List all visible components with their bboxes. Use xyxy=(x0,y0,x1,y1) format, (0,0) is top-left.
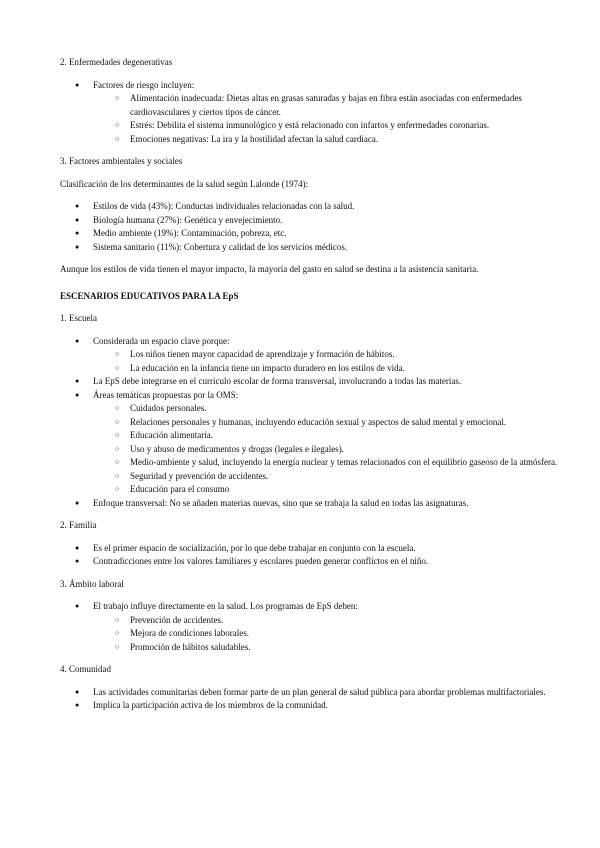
sub-list-item: ○ La educación en la infancia tiene un impacto duradero en los estilos de vida. xyxy=(60,362,560,376)
sub-list-item: ○ Cuidados personales. xyxy=(60,402,560,416)
list-item: ● Estilos de vida (43%): Conductas individuales relacionadas con la salud. xyxy=(60,200,560,214)
list-item: ● La EpS debe integrarse en el currículo escolar de forma transversal, involucrando a todas las materias. xyxy=(60,375,560,389)
sub-list-item: ○ Estrés: Debilita el sistema inmunológico y está relacionado con infartos y enfermedades coronarias. xyxy=(60,119,560,133)
heading-enfermedades-degenerativas: 2. Enfermedades degenerativas xyxy=(60,57,173,67)
sub-list-item: ○ Prevención de accidentes. xyxy=(60,614,560,628)
list-item: ● Sistema sanitario (11%): Cobertura y calidad de los servicios médicos. xyxy=(60,241,560,255)
sub-list-item: ○ Los niños tienen mayor capacidad de aprendizaje y formación de hábitos. xyxy=(60,348,560,362)
paragraph-note: Aunque los estilos de vida tienen el mayor impacto, la mayoría del gasto en salud se destina a la asistencia sanitaria. xyxy=(60,264,479,274)
sub-list-item: ○ Emociones negativas: La ira y la hostilidad afectan la salud cardiaca. xyxy=(60,133,560,147)
list-item: ● Áreas temáticas propuestas por la OMS: xyxy=(60,389,560,403)
sub-list-item: ○ Promoción de hábitos saludables. xyxy=(60,641,560,655)
list-item: ● Es el primer espacio de socialización, por lo que debe trabajar en conjunto con la escuela. xyxy=(60,542,560,556)
list-item: ● El trabajo influye directamente en la salud. Los programas de EpS deben: xyxy=(60,600,560,614)
sub-list-item: ○ Educación para el consumo xyxy=(60,483,560,497)
bullet-list xyxy=(60,600,560,614)
bullet-list xyxy=(60,686,560,713)
bullet-list xyxy=(60,375,560,402)
list-item: ● Implica la participación activa de los miembros de la comunidad. xyxy=(60,699,560,713)
paragraph-lalonde: Clasificación de los determinantes de la salud según Lalonde (1974): xyxy=(60,178,309,189)
list-item: ● Medio ambiente (19%): Contaminación, pobreza, etc. xyxy=(60,227,560,241)
list-item: ● Contradicciones entre los valores familiares y escolares pueden generar conflictos en el niño. xyxy=(60,555,560,569)
sub-list-item: ○ Alimentación inadecuada: Dietas altas en grasas saturadas y bajas en fibra están asociadas con enfermedades cardiovasculares y ciertos tipos de cáncer. xyxy=(60,92,560,119)
sub-list-item: ○ Mejora de condiciones laborales. xyxy=(60,627,560,641)
sub-list-item: ○ Relaciones personales y humanas, incluyendo educación sexual y aspectos de salud mental y emocional. xyxy=(60,416,560,430)
sub-list xyxy=(60,614,560,655)
heading-comunidad: 4. Comunidad xyxy=(60,664,111,674)
list-item: ● Considerada un espacio clave porque: xyxy=(60,335,560,349)
bullet-list xyxy=(60,542,560,569)
sub-list-item: ○ Uso y abuso de medicamentos y drogas (legales e ilegales). xyxy=(60,443,560,457)
heading-familia: 2. Familia xyxy=(60,520,97,530)
heading-escuela: 1. Escuela xyxy=(60,313,97,323)
sub-list xyxy=(60,402,560,497)
list-item: ● Enfoque transversal: No se añaden materias nuevas, sino que se trabaja la salud en todas las asignaturas. xyxy=(60,497,560,511)
sub-list-item: ○ Seguridad y prevención de accidentes. xyxy=(60,470,560,484)
bullet-list xyxy=(60,335,560,349)
sub-list xyxy=(60,92,560,146)
bullet-list xyxy=(60,200,560,254)
sub-list-item: ○ Educación alimentaria. xyxy=(60,429,560,443)
list-item: ● Factores de riesgo incluyen: xyxy=(60,79,560,93)
section-title: ESCENARIOS EDUCATIVOS PARA LA EpS xyxy=(60,290,239,301)
list-item: ● Las actividades comunitarias deben formar parte de un plan general de salud pública para abordar problemas multifactoriales. xyxy=(60,686,560,700)
sub-list xyxy=(60,348,560,375)
bullet-list xyxy=(60,79,560,93)
heading-ambito-laboral: 3. Ámbito laboral xyxy=(60,578,124,589)
sub-list-item: ○ Medio-ambiente y salud, incluyendo la energía nuclear y temas relacionados con el equilibrio gaseoso de la atmósfera. xyxy=(60,456,560,470)
bullet-list xyxy=(60,497,560,511)
list-item: ● Biología humana (27%): Genética y envejecimiento. xyxy=(60,214,560,228)
heading-factores-ambientales: 3. Factores ambientales y sociales xyxy=(60,156,183,166)
